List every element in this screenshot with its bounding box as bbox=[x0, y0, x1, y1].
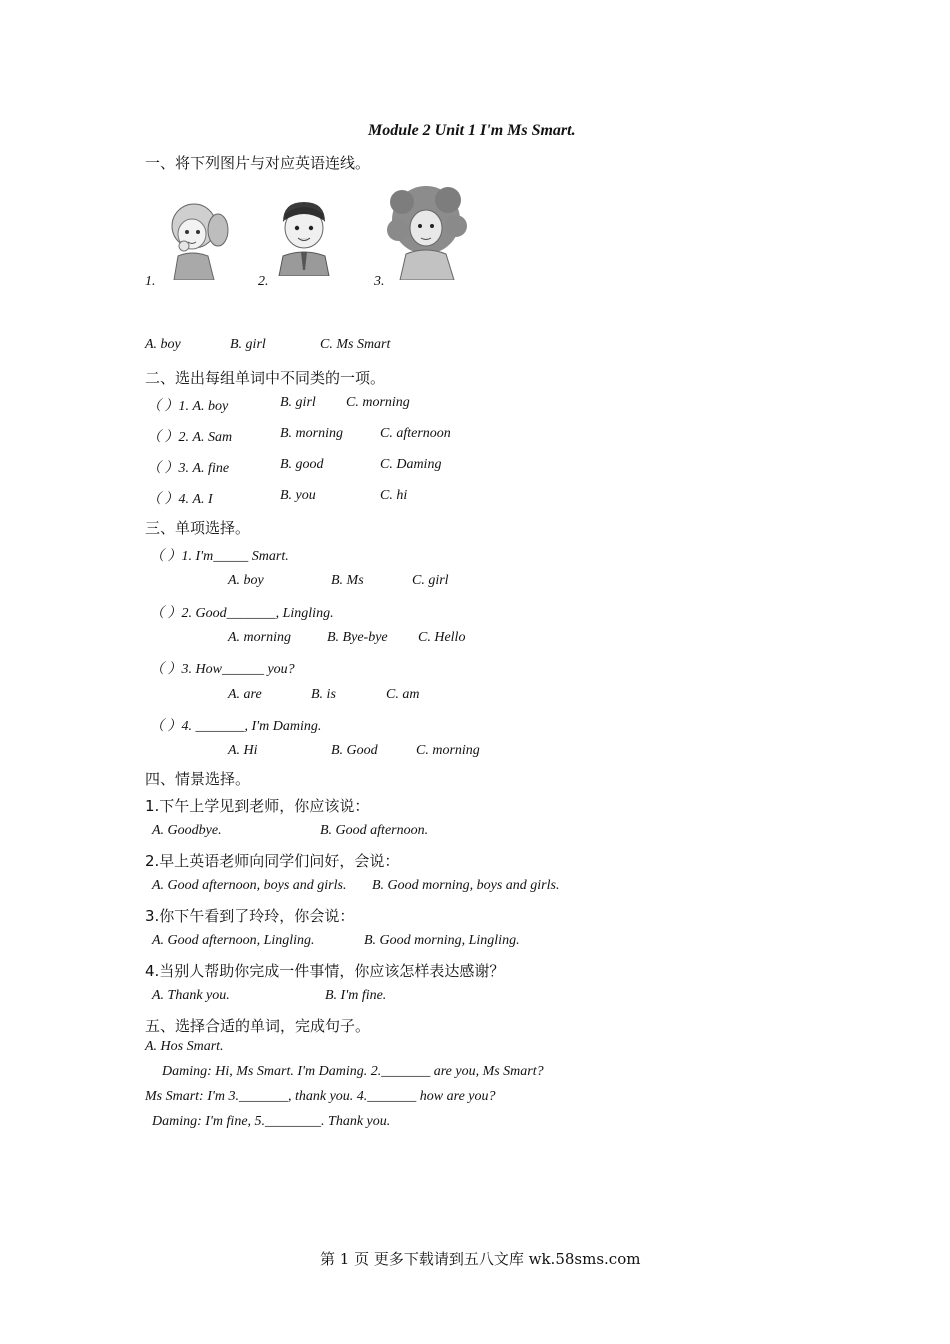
section3-heading: 三、单项选择。 bbox=[145, 519, 251, 537]
s4-q4: 4.当别人帮助你完成一件事情，你应该怎样表达感谢？ bbox=[145, 962, 505, 980]
section1-heading: 一、将下列图片与对应英语连线。 bbox=[145, 154, 371, 172]
dialogue-line-2: Ms Smart: I'm 3._______, thank you. 4._______ how are you? bbox=[145, 1089, 496, 1104]
s2-item-2-a: （ ）2. A. Sam bbox=[147, 430, 233, 445]
s4-q4-b: B. I'm fine. bbox=[325, 988, 387, 1003]
s2-item-4-c: C. hi bbox=[380, 488, 408, 503]
s3-q1: （ ）1. I'm_____ Smart. bbox=[150, 549, 289, 564]
s4-q3: 3.你下午看到了玲玲，你会说： bbox=[145, 907, 355, 925]
s3-q4: （ ）4. _______, I'm Daming. bbox=[150, 719, 322, 734]
dialogue-line-1: Daming: Hi, Ms Smart. I'm Daming. 2._______ are you, Ms Smart? bbox=[162, 1064, 544, 1079]
s3-q3-b: B. is bbox=[311, 687, 336, 702]
s2-item-3-a: （ ）3. A. fine bbox=[147, 461, 230, 476]
s4-q1-a: A. Goodbye. bbox=[152, 823, 222, 838]
s3-q4-c: C. morning bbox=[416, 743, 480, 758]
s4-q2-a: A. Good afternoon, boys and girls. bbox=[152, 878, 347, 893]
s3-q3-c: C. am bbox=[386, 687, 420, 702]
s3-q3: （ ）3. How______ you? bbox=[150, 662, 295, 677]
s3-q1-b: B. Ms bbox=[331, 573, 364, 588]
option-c: C. Ms Smart bbox=[320, 337, 391, 352]
option-b: B. girl bbox=[230, 337, 266, 352]
section5-heading: 五、选择合适的单词，完成句子。 bbox=[145, 1017, 371, 1035]
s3-q1-c: C. girl bbox=[412, 573, 449, 588]
pic-label-1: 1. bbox=[145, 274, 156, 289]
page-title: Module 2 Unit 1 I'm Ms Smart. bbox=[368, 122, 576, 139]
s4-q1: 1.下午上学见到老师，你应该说： bbox=[145, 797, 370, 815]
s2-item-3-c: C. Daming bbox=[380, 457, 442, 472]
pic-label-3: 3. bbox=[374, 274, 385, 289]
s2-item-1-a: （ ）1. A. boy bbox=[147, 399, 229, 414]
s4-q2: 2.早上英语老师向同学们问好，会说： bbox=[145, 852, 400, 870]
boy-picture bbox=[275, 196, 333, 276]
s2-item-3-b: B. good bbox=[280, 457, 324, 472]
s4-q1-b: B. Good afternoon. bbox=[320, 823, 429, 838]
s4-q2-b: B. Good morning, boys and girls. bbox=[372, 878, 560, 893]
section4-heading: 四、情景选择。 bbox=[145, 770, 251, 788]
s4-q4-a: A. Thank you. bbox=[152, 988, 230, 1003]
s2-item-1-c: C. morning bbox=[346, 395, 410, 410]
s2-item-2-b: B. morning bbox=[280, 426, 343, 441]
s3-q2: （ ）2. Good_______, Lingling. bbox=[150, 606, 334, 621]
s3-q1-a: A. boy bbox=[228, 573, 264, 588]
dialogue-line-3: Daming: I'm fine, 5.________. Thank you. bbox=[152, 1114, 391, 1129]
s3-q2-c: C. Hello bbox=[418, 630, 466, 645]
s4-q3-a: A. Good afternoon, Lingling. bbox=[152, 933, 315, 948]
s2-item-2-c: C. afternoon bbox=[380, 426, 451, 441]
s2-item-4-b: B. you bbox=[280, 488, 316, 503]
option-a: A. boy bbox=[145, 337, 181, 352]
s3-q2-a: A. morning bbox=[228, 630, 291, 645]
s3-q4-a: A. Hi bbox=[228, 743, 258, 758]
s3-q3-a: A. are bbox=[228, 687, 262, 702]
page-footer: 第 1 页 更多下载请到五八文库 wk.58sms.com bbox=[320, 1250, 641, 1268]
ms-smart-picture bbox=[386, 182, 468, 280]
pic-label-2: 2. bbox=[258, 274, 269, 289]
s3-q4-b: B. Good bbox=[331, 743, 378, 758]
section2-heading: 二、选出每组单词中不同类的一项。 bbox=[145, 369, 386, 387]
s3-q2-b: B. Bye-bye bbox=[327, 630, 388, 645]
word-bank: A. Hos Smart. bbox=[145, 1039, 224, 1054]
s2-item-1-b: B. girl bbox=[280, 395, 316, 410]
s2-item-4-a: （ ）4. A. I bbox=[147, 492, 213, 507]
girl-picture bbox=[160, 196, 232, 280]
s4-q3-b: B. Good morning, Lingling. bbox=[364, 933, 520, 948]
